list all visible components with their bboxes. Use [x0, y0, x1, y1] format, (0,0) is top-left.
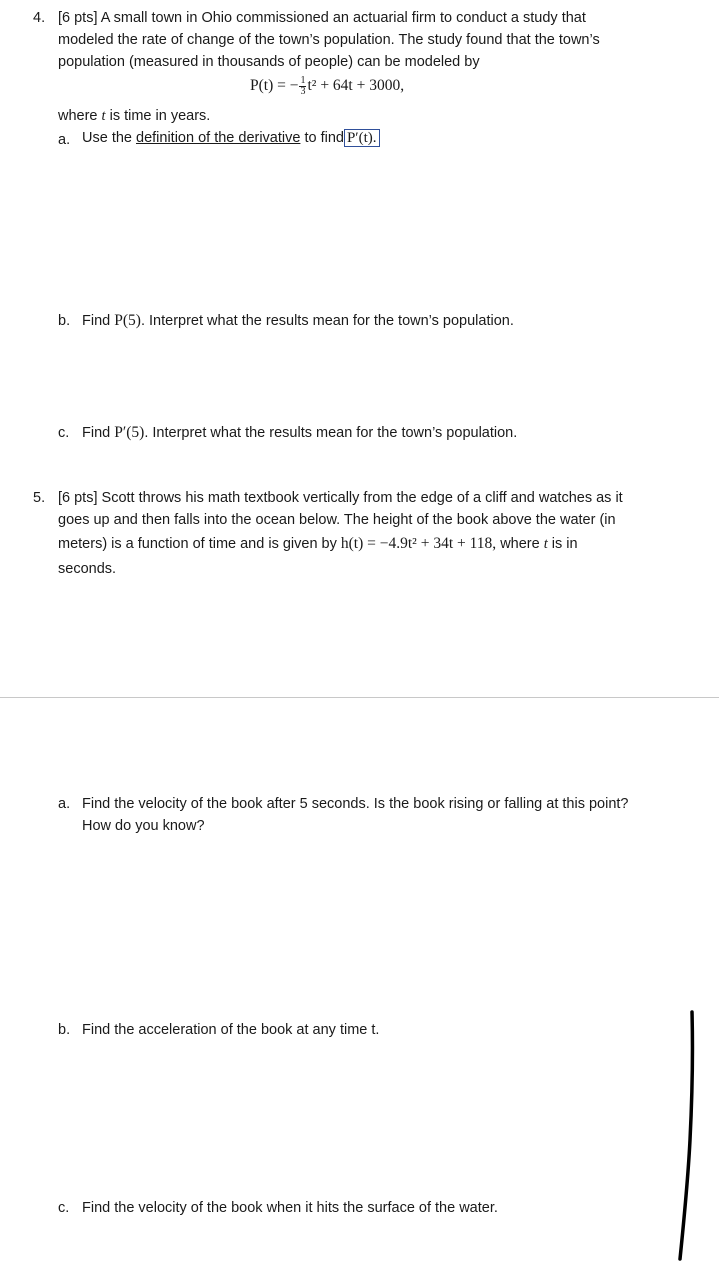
text: meters) is a function of time and is given by [58, 536, 341, 552]
text: . Interpret what the results mean for the town’s population. [140, 313, 514, 329]
variable: t [543, 536, 548, 552]
text: Use the [82, 130, 136, 146]
text: where [58, 108, 102, 124]
part-c-prompt: Find the velocity of the book when it hits the surface of the water. [82, 1200, 498, 1216]
question-text-line: goes up and then falls into the ocean below. The height of the book above the water (in [58, 512, 616, 528]
equation-rhs: t² + 64t + 3000, [307, 77, 405, 95]
fraction [299, 76, 306, 97]
text: Find [82, 425, 115, 441]
part-a-prompt-line: How do you know? [82, 818, 205, 834]
height-equation: h(t) = −4.9t² + 34t + 118, [340, 535, 497, 552]
part-label: c. [58, 1200, 70, 1216]
text: . Interpret what the results mean for the town’s population. [144, 425, 518, 441]
text: is in [547, 536, 578, 552]
question-number: 5. [33, 490, 46, 506]
page-divider [0, 697, 719, 698]
text: to find [300, 130, 344, 146]
part-label: c. [58, 425, 70, 441]
question-text-line: seconds. [58, 561, 117, 577]
part-c-prompt [82, 424, 517, 442]
pen-stroke-mark [676, 1010, 700, 1261]
part-a-prompt-line: Find the velocity of the book after 5 seconds. Is the book rising or falling at this point? [82, 796, 629, 812]
question-text-line [58, 535, 578, 553]
fraction-denominator: 3 [300, 86, 306, 97]
question-text-line: modeled the rate of change of the town’s population. The study found that the town’s [58, 32, 600, 48]
where-clause [58, 108, 210, 125]
highlighted-box: P′(t). [344, 129, 380, 147]
fraction-numerator: 1 [300, 75, 306, 86]
math: P′(5) [114, 424, 145, 441]
part-label: a. [58, 796, 71, 812]
population-equation [250, 76, 404, 97]
question-text-line: [6 pts] Scott throws his math textbook vertically from the edge of a cliff and watches as it [58, 490, 623, 506]
part-a-prompt [82, 130, 380, 147]
question-text-line: [6 pts] A small town in Ohio commissioned an actuarial firm to conduct a study that [58, 10, 586, 26]
equation-lhs: P(t) = − [250, 77, 299, 95]
math: P(5) [114, 312, 141, 329]
part-label: a. [58, 132, 71, 148]
question-number: 4. [33, 10, 46, 26]
text: where [496, 536, 544, 552]
variable: t [101, 108, 106, 124]
part-b-prompt [82, 312, 514, 330]
definition-link: definition of the derivative [136, 130, 301, 146]
text: is time in years. [105, 108, 211, 124]
part-label: b. [58, 1022, 71, 1038]
part-label: b. [58, 313, 71, 329]
part-b-prompt: Find the acceleration of the book at any time t. [82, 1022, 380, 1038]
question-text-line: population (measured in thousands of people) can be modeled by [58, 54, 480, 70]
text: Find [82, 313, 115, 329]
